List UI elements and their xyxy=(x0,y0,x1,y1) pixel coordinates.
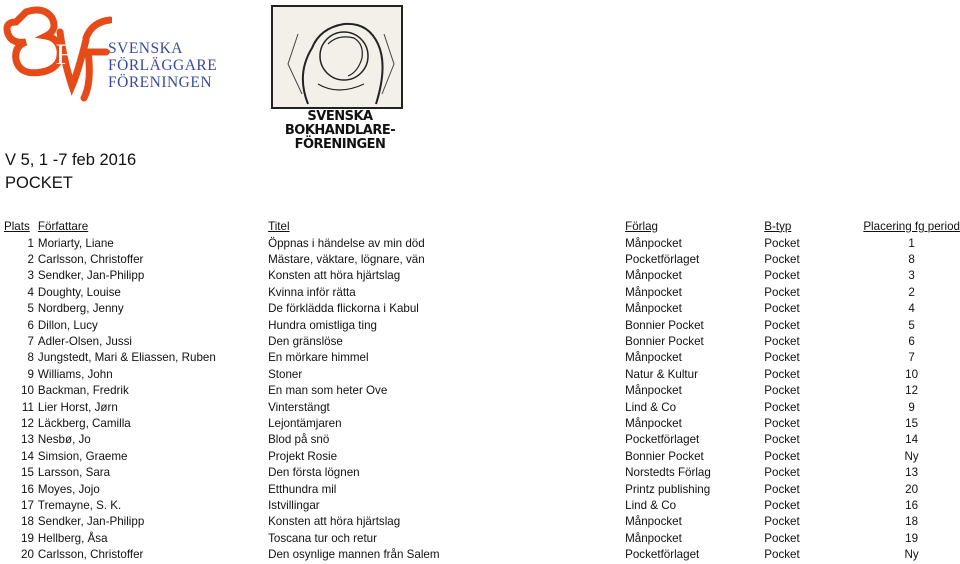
table-row xyxy=(4,350,960,366)
cell-btyp: Pocket xyxy=(764,548,800,562)
cell-titel: Konsten att höra hjärtslag xyxy=(268,269,401,283)
cell-forlag: Månpocket xyxy=(625,515,682,529)
cell-plats: 6 xyxy=(27,318,34,332)
cell-titel: Stoner xyxy=(268,367,303,381)
cell-forlag: Pocketförlaget xyxy=(625,548,700,562)
cell-plats: 12 xyxy=(21,416,34,430)
cell-placering: 4 xyxy=(908,302,915,316)
cell-forfattare: Doughty, Louise xyxy=(37,285,121,299)
cell-btyp: Pocket xyxy=(764,449,800,463)
cell-titel: En man som heter Ove xyxy=(268,384,388,398)
cell-placering: 13 xyxy=(905,466,919,480)
cell-btyp: Pocket xyxy=(764,318,800,332)
cell-plats: 17 xyxy=(21,498,34,512)
cell-titel: Konsten att höra hjärtslag xyxy=(268,515,401,529)
cell-forfattare: Backman, Fredrik xyxy=(37,384,129,398)
cell-titel: Vinterstängt xyxy=(268,400,330,414)
cell-forlag: Lind & Co xyxy=(625,400,677,414)
cell-forlag: Månpocket xyxy=(625,351,682,365)
sbf-line-3: FÖRENINGEN xyxy=(294,137,386,152)
cell-btyp: Pocket xyxy=(764,302,800,316)
cell-placering: 6 xyxy=(908,335,915,349)
cell-plats: 2 xyxy=(27,253,34,267)
cell-forlag: Pocketförlaget xyxy=(625,433,700,447)
cell-forlag: Bonnier Pocket xyxy=(625,449,704,463)
cell-placering: Ny xyxy=(904,548,919,562)
cell-plats: 10 xyxy=(21,384,34,398)
cell-titel: Etthundra mil xyxy=(268,482,337,496)
cell-btyp: Pocket xyxy=(764,351,800,365)
table-row xyxy=(4,415,960,431)
svf-line-3: FÖRENINGEN xyxy=(108,74,213,91)
cell-titel: En mörkare himmel xyxy=(268,351,369,365)
cell-forlag: Printz publishing xyxy=(625,482,711,496)
cell-btyp: Pocket xyxy=(764,515,800,529)
sbf-medallion-icon xyxy=(268,4,410,114)
cell-placering: 7 xyxy=(908,351,915,365)
cell-forfattare: Moyes, Jojo xyxy=(37,482,100,496)
cell-forfattare: Nesbø, Jo xyxy=(37,433,91,447)
cell-placering: 10 xyxy=(905,367,919,381)
cell-forfattare: Simsion, Graeme xyxy=(37,449,128,463)
cell-forlag: Månpocket xyxy=(625,384,682,398)
cell-forfattare: Carlsson, Christoffer xyxy=(37,548,144,562)
cell-plats: 13 xyxy=(21,433,34,447)
cell-forlag: Bonnier Pocket xyxy=(625,318,704,332)
cell-titel: Mästare, väktare, lögnare, vän xyxy=(268,253,425,267)
cell-titel: Projekt Rosie xyxy=(268,449,338,463)
cell-forfattare: Tremayne, S. K. xyxy=(37,498,122,512)
cell-btyp: Pocket xyxy=(764,285,800,299)
header-placering: Placering fg period xyxy=(863,219,960,233)
cell-forfattare: Sendker, Jan-Philipp xyxy=(37,269,145,283)
sbf-line-1: SVENSKA xyxy=(307,109,373,124)
cell-placering: 18 xyxy=(905,515,919,529)
cell-forfattare: Adler-Olsen, Jussi xyxy=(37,335,132,349)
table-row xyxy=(4,448,960,464)
cell-btyp: Pocket xyxy=(764,531,800,545)
cell-plats: 11 xyxy=(21,400,34,414)
cell-forfattare: Carlsson, Christoffer xyxy=(37,253,144,267)
cell-titel: Den osynlige mannen från Salem xyxy=(268,548,440,562)
cell-forfattare: Jungstedt, Mari & Eliassen, Ruben xyxy=(37,351,216,365)
cell-forfattare: Läckberg, Camilla xyxy=(37,416,131,430)
table-header-row xyxy=(4,217,960,235)
table-row xyxy=(4,399,960,415)
cell-placering: 5 xyxy=(908,318,915,332)
header-forlag: Förlag xyxy=(625,219,658,233)
cell-forfattare: Hellberg, Åsa xyxy=(37,531,108,545)
sbf-line-2: BOKHANDLARE- xyxy=(284,123,396,138)
cell-plats: 20 xyxy=(21,548,34,562)
week-title: V 5, 1 -7 feb 2016 xyxy=(5,151,137,169)
cell-forlag: Lind & Co xyxy=(625,498,677,512)
cell-btyp: Pocket xyxy=(764,416,800,430)
svf-emblem-icon xyxy=(2,2,112,102)
cell-placering: 20 xyxy=(905,482,919,496)
cell-placering: 1 xyxy=(908,236,915,250)
cell-forlag: Månpocket xyxy=(625,531,682,545)
cell-btyp: Pocket xyxy=(764,236,800,250)
cell-titel: Den gränslöse xyxy=(268,335,343,349)
cell-placering: 15 xyxy=(905,416,919,430)
cell-titel: De förklädda flickorna i Kabul xyxy=(268,302,419,316)
cell-placering: 19 xyxy=(905,531,919,545)
cell-plats: 14 xyxy=(21,449,34,463)
cell-forlag: Månpocket xyxy=(625,302,682,316)
cell-plats: 7 xyxy=(27,335,34,349)
table-row xyxy=(4,333,960,349)
cell-placering: 14 xyxy=(905,433,919,447)
cell-titel: Öppnas i händelse av min död xyxy=(268,236,425,250)
table-row xyxy=(4,481,960,497)
cell-plats: 16 xyxy=(21,482,34,496)
cell-plats: 9 xyxy=(27,367,34,381)
cell-titel: Kvinna inför rätta xyxy=(268,285,356,299)
table-row xyxy=(4,251,960,267)
cell-btyp: Pocket xyxy=(764,482,800,496)
cell-placering: 8 xyxy=(908,253,915,267)
svf-line-2: FÖRLÄGGARE xyxy=(108,57,218,74)
cell-forlag: Norstedts Förlag xyxy=(625,466,711,480)
table-body xyxy=(4,235,960,563)
cell-forfattare: Nordberg, Jenny xyxy=(37,302,124,316)
table-row xyxy=(4,497,960,513)
cell-placering: 16 xyxy=(905,498,919,512)
table-row xyxy=(4,235,960,251)
cell-btyp: Pocket xyxy=(764,384,800,398)
sbf-wordmark xyxy=(270,110,410,152)
cell-placering: 3 xyxy=(908,269,915,283)
cell-plats: 19 xyxy=(21,531,34,545)
cell-plats: 5 xyxy=(27,302,34,316)
table-row xyxy=(4,546,960,562)
cell-plats: 18 xyxy=(21,515,34,529)
cell-plats: 3 xyxy=(27,269,34,283)
table-row xyxy=(4,514,960,530)
cell-btyp: Pocket xyxy=(764,466,800,480)
cell-forfattare: Williams, John xyxy=(37,367,113,381)
cell-btyp: Pocket xyxy=(764,433,800,447)
cell-placering: 12 xyxy=(905,384,919,398)
cell-plats: 15 xyxy=(21,466,34,480)
cell-plats: 8 xyxy=(27,351,34,365)
table-row xyxy=(4,383,960,399)
cell-btyp: Pocket xyxy=(764,269,800,283)
table-row xyxy=(4,268,960,284)
table-row xyxy=(4,530,960,546)
category-title: POCKET xyxy=(5,174,73,192)
cell-placering: Ny xyxy=(904,449,919,463)
cell-btyp: Pocket xyxy=(764,400,800,414)
cell-forlag: Månpocket xyxy=(625,269,682,283)
cell-forfattare: Larsson, Sara xyxy=(37,466,111,480)
cell-titel: Istvillingar xyxy=(268,498,320,512)
title-block xyxy=(5,149,136,195)
svf-wordmark xyxy=(108,40,217,91)
cell-forfattare: Dillon, Lucy xyxy=(37,318,98,332)
svf-line-1: SVENSKA xyxy=(108,40,183,57)
cell-plats: 1 xyxy=(27,236,34,250)
cell-titel: Hundra omistliga ting xyxy=(268,318,377,332)
cell-btyp: Pocket xyxy=(764,253,800,267)
cell-titel: Blod på snö xyxy=(268,433,330,447)
header-btyp: B-typ xyxy=(764,219,792,233)
header-plats: Plats xyxy=(4,219,30,233)
cell-forlag: Natur & Kultur xyxy=(625,367,698,381)
header-titel: Titel xyxy=(268,219,290,233)
cell-titel: Lejontämjaren xyxy=(268,416,342,430)
cell-placering: 9 xyxy=(908,400,915,414)
cell-btyp: Pocket xyxy=(764,367,800,381)
table-row xyxy=(4,284,960,300)
cell-forfattare: Moriarty, Liane xyxy=(37,236,114,250)
table-row xyxy=(4,317,960,333)
cell-forlag: Månpocket xyxy=(625,285,682,299)
cell-placering: 2 xyxy=(908,285,915,299)
cell-forfattare: Lier Horst, Jørn xyxy=(37,400,118,414)
cell-forlag: Bonnier Pocket xyxy=(625,335,704,349)
cell-btyp: Pocket xyxy=(764,498,800,512)
cell-forfattare: Sendker, Jan-Philipp xyxy=(37,515,145,529)
cell-titel: Den första lögnen xyxy=(268,466,360,480)
table-row xyxy=(4,432,960,448)
cell-forlag: Månpocket xyxy=(625,416,682,430)
cell-forlag: Månpocket xyxy=(625,236,682,250)
table-row xyxy=(4,366,960,382)
cell-forlag: Pocketförlaget xyxy=(625,253,700,267)
cell-plats: 4 xyxy=(27,285,34,299)
table-row xyxy=(4,464,960,480)
bestseller-table xyxy=(4,217,960,563)
header-forfattare: Författare xyxy=(37,219,89,233)
cell-btyp: Pocket xyxy=(764,335,800,349)
cell-titel: Toscana tur och retur xyxy=(268,531,377,545)
svf-initials: SvF xyxy=(24,38,73,71)
table-row xyxy=(4,301,960,317)
